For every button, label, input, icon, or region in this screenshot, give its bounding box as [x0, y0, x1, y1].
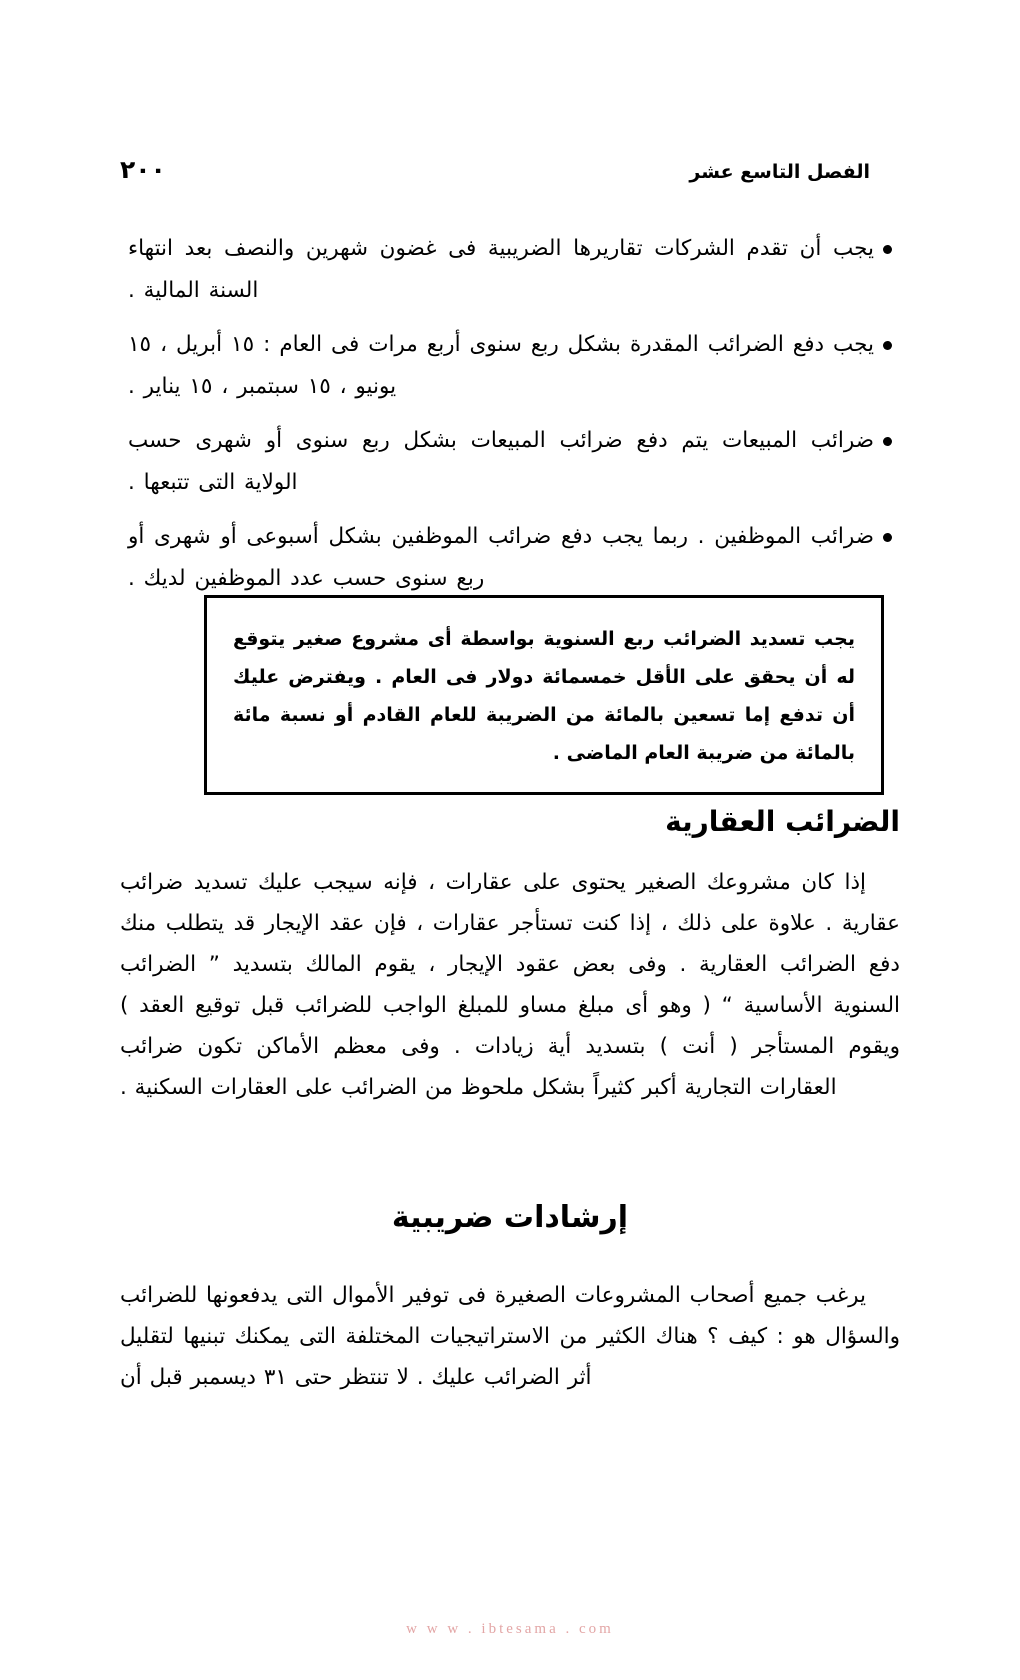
- list-item: [120, 516, 900, 600]
- bullet-marker-icon: [874, 516, 900, 545]
- section-heading-property-taxes: الضرائب العقارية: [665, 805, 900, 838]
- tax-deadlines-bullet-list: [120, 228, 900, 612]
- bullet-marker-icon: [874, 324, 900, 353]
- section-body-property-taxes: إذا كان مشروعك الصغير يحتوى على عقارات ، فإنه سيجب عليك تسديد ضرائب عقارية . علاوة على ذلك ، إذا كنت تستأجر عقارات ، فإن عقد الإيجار قد يتطلب منك دفع الضرائب العقارية . وفى بعض عقود الإيجار ، يقوم المالك بتسديد ” الضرائب السنوية الأساسية “ ( وهو أى مبلغ مساو للمبلغ الواجب للضرائب قبل توقيع العقد ) ويقوم المستأجر ( أنت ) بتسديد أية زيادات . وفى معظم الأماكن تكون ضرائب العقارات التجارية أكبر كثيراً بشكل ملحوظ من الضرائب على العقارات السكنية .: [120, 870, 900, 1100]
- chapter-title: الفصل التاسع عشر: [689, 161, 870, 183]
- list-item-text: ضرائب المبيعات يتم دفع ضرائب المبيعات بشكل ربع سنوى أو شهرى حسب الولاية التى تتبعها .: [128, 428, 874, 495]
- page-header: [120, 155, 870, 195]
- list-item: [120, 420, 900, 504]
- callout-text: يجب تسديد الضرائب ربع السنوية بواسطة أى مشروع صغير يتوقع له أن يحقق على الأقل خمسمائة دولار فى العام . ويفترض عليك أن تدفع إما تسعين بالمائة من الضريبة للعام القادم أو نسبة مائة بالمائة من ضريبة العام الماضى .: [233, 628, 855, 764]
- page-number: ٢٠٠: [120, 155, 166, 184]
- list-item: [120, 324, 900, 408]
- list-item-text: يجب أن تقدم الشركات تقاريرها الضريبية فى غضون شهرين والنصف بعد انتهاء السنة المالية .: [128, 236, 874, 303]
- list-item-text: ضرائب الموظفين . ربما يجب دفع ضرائب الموظفين بشكل أسبوعى أو شهرى أو ربع سنوى حسب عدد الموظفين لديك .: [128, 524, 874, 591]
- callout-box: [204, 595, 884, 795]
- section-body-tax-guidelines: يرغب جميع أصحاب المشروعات الصغيرة فى توفير الأموال التى يدفعونها للضرائب والسؤال هو : كيف ؟ هناك الكثير من الاستراتيجيات المختلفة التى يمكنك تبنيها لتقليل أثر الضرائب عليك . لا تنتظر حتى ٣١ ديسمبر قبل أن: [120, 1283, 900, 1390]
- bullet-marker-icon: [874, 228, 900, 257]
- section-heading-tax-guidelines: إرشادات ضريبية: [391, 1200, 629, 1235]
- list-item: [120, 228, 900, 312]
- list-item-text: يجب دفع الضرائب المقدرة بشكل ربع سنوى أربع مرات فى العام : ١٥ أبريل ، ١٥ يونيو ، ١٥ سبتمبر ، ١٥ يناير .: [128, 332, 874, 399]
- footer-watermark: w w w . ibtesama . com: [406, 1621, 614, 1637]
- bullet-marker-icon: [874, 420, 900, 449]
